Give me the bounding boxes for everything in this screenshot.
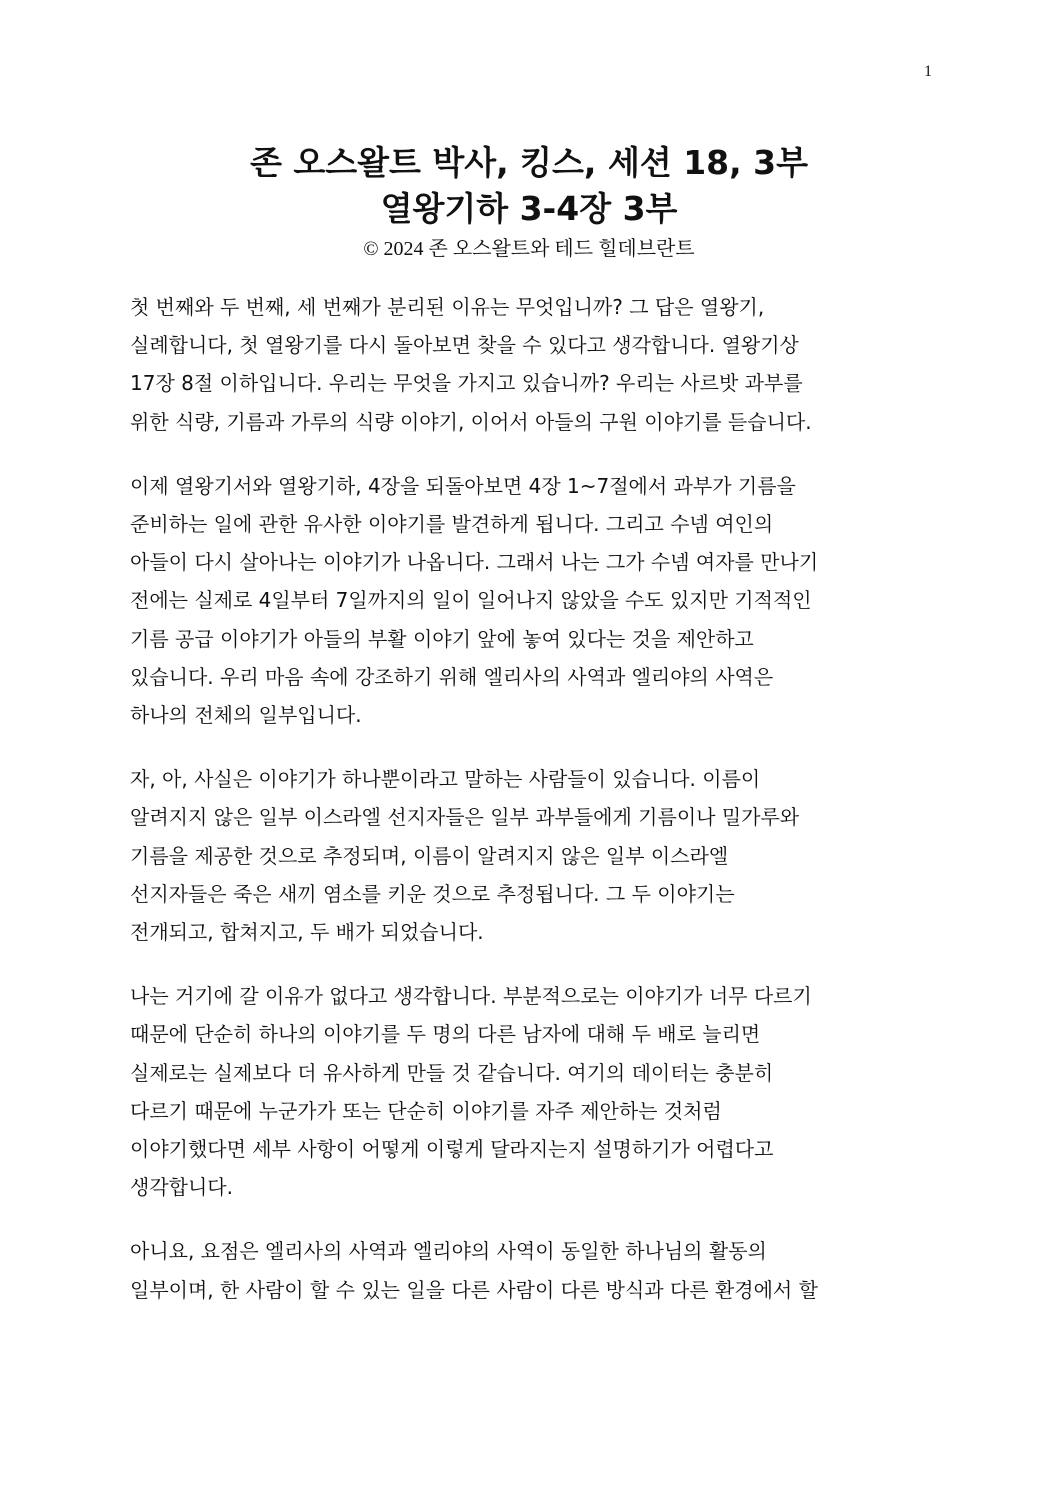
text-line: 17장 8절 이하입니다. 우리는 무엇을 가지고 있습니까? 우리는 사르밧 과부를 — [130, 371, 803, 396]
text-line: 다르기 때문에 누군가가 또는 단순히 이야기를 자주 제안하는 것처럼 — [130, 1098, 722, 1123]
text-line: 기름을 제공한 것으로 추정되며, 이름이 알려지지 않은 일부 이스라엘 — [130, 843, 729, 868]
text-line: 생각합니다. — [130, 1175, 233, 1200]
paragraph-3 — [130, 760, 930, 951]
paragraph-1 — [130, 288, 930, 441]
text-line: 실제로는 실제보다 더 유사하게 만들 것 같습니다. 여기의 데이터는 충분히 — [130, 1060, 774, 1085]
text-line: 첫 번째와 두 번째, 세 번째가 분리된 이유는 무엇입니까? 그 답은 열왕기, — [130, 295, 765, 319]
text-line: 하나의 전체의 일부입니다. — [130, 703, 362, 728]
text-line: 위한 식량, 기름과 가루의 식량 이야기, 이어서 아들의 구원 이야기를 듣습니다. — [130, 409, 812, 434]
text-line: 나는 거기에 갈 이유가 없다고 생각합니다. 부분적으로는 이야기가 너무 다르기 — [130, 984, 812, 1009]
paragraph-5 — [130, 1232, 930, 1308]
text-line: 알려지지 않은 일부 이스라엘 선지자들은 일부 과부들에게 기름이나 밀가루와 — [130, 805, 800, 830]
text-line: 아니요, 요점은 엘리사의 사역과 엘리야의 사역이 동일한 하나님의 활동의 — [130, 1239, 767, 1264]
title-line-2: 열왕기하 3-4장 3부 — [380, 189, 678, 228]
title-line-1: 존 오스왈트 박사, 킹스, 세션 18, 3부 — [250, 143, 808, 182]
text-line: 때문에 단순히 하나의 이야기를 두 명의 다른 남자에 대해 두 배로 늘리면 — [130, 1022, 761, 1047]
text-line: 이제 열왕기서와 열왕기하, 4장을 되돌아보면 4장 1~7절에서 과부가 기름을 — [130, 473, 796, 498]
text-line: 기름 공급 이야기가 아들의 부활 이야기 앞에 놓여 있다는 것을 제안하고 — [130, 626, 754, 651]
text-line: 일부이며, 한 사람이 할 수 있는 일을 다른 사람이 다른 방식과 다른 환경에서 할 — [130, 1277, 818, 1302]
text-line: 선지자들은 죽은 새끼 염소를 키운 것으로 추정됩니다. 그 두 이야기는 — [130, 881, 735, 906]
text-line: 있습니다. 우리 마음 속에 강조하기 위해 엘리사의 사역과 엘리야의 사역은 — [130, 664, 774, 689]
document-header — [0, 140, 1058, 262]
text-line: 전에는 실제로 4일부터 7일까지의 일이 일어나지 않았을 수도 있지만 기적적인 — [130, 588, 812, 613]
copyright-line: © 2024 존 오스왈트와 테드 힐데브란트 — [363, 238, 695, 260]
text-line: 준비하는 일에 관한 유사한 이야기를 발견하게 됩니다. 그리고 수넴 여인의 — [130, 512, 774, 537]
text-line: 자, 아, 사실은 이야기가 하나뿐이라고 말하는 사람들이 있습니다. 이름이 — [130, 767, 761, 792]
text-line: 이야기했다면 세부 사항이 어떻게 이렇게 달라지는지 설명하기가 어렵다고 — [130, 1137, 774, 1162]
text-line: 실례합니다, 첫 열왕기를 다시 돌아보면 찾을 수 있다고 생각합니다. 열왕기상 — [130, 333, 799, 358]
page-number: 1 — [924, 63, 932, 80]
paragraph-2 — [130, 467, 930, 734]
document-body — [130, 288, 930, 1335]
text-line: 아들이 다시 살아나는 이야기가 나옵니다. 그래서 나는 그가 수넴 여자를 만나기 — [130, 550, 819, 575]
paragraph-4 — [130, 977, 930, 1206]
text-line: 전개되고, 합쳐지고, 두 배가 되었습니다. — [130, 920, 484, 945]
